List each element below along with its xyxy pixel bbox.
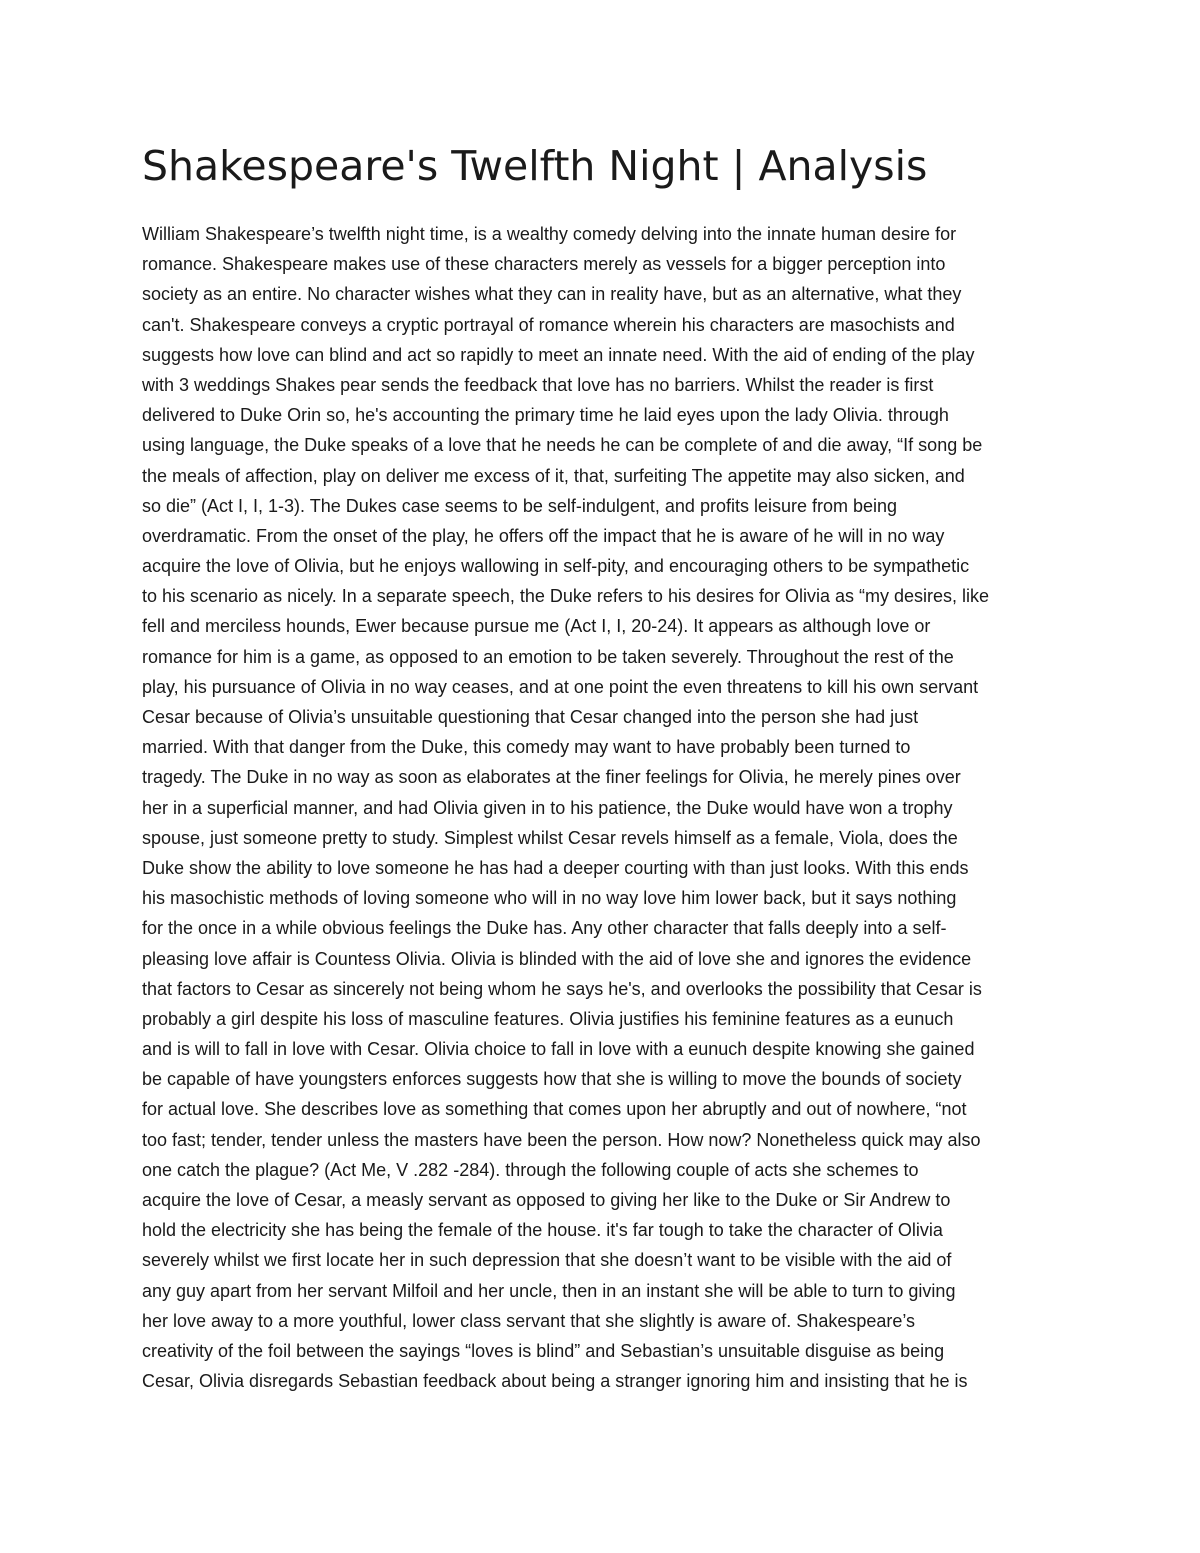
body-text-line: probably a girl despite his loss of masculine features. Olivia justifies his feminine features as a eunuch <box>142 1008 954 1029</box>
body-text-line: delivered to Duke Orin so, he's accounting the primary time he laid eyes upon the lady Olivia. through <box>142 405 949 426</box>
body-text-line: Duke show the ability to love someone he has had a deeper courting with than just looks. With this ends <box>142 857 969 878</box>
body-text-line: overdramatic. From the onset of the play, he offers off the impact that he is aware of he will in no way <box>142 525 945 546</box>
body-text-line: too fast; tender, tender unless the masters have been the person. How now? Nonetheless quick may also <box>142 1129 981 1150</box>
body-text-line: for actual love. She describes love as something that comes upon her abruptly and out of nowhere, “not <box>142 1099 967 1120</box>
body-text-line: be capable of have youngsters enforces suggests how that she is willing to move the bounds of society <box>142 1069 962 1090</box>
body-text-line: can't. Shakespeare conveys a cryptic portrayal of romance wherein his characters are masochists and <box>142 314 955 335</box>
body-text-line: creativity of the foil between the sayings “loves is blind” and Sebastian’s unsuitable disguise as being <box>142 1340 945 1361</box>
body-text-line: her in a superficial manner, and had Olivia given in to his patience, the Duke would have won a trophy <box>142 797 953 818</box>
document-body <box>142 219 1082 1396</box>
body-text-line: the meals of affection, play on deliver me excess of it, that, surfeiting The appetite may also sicken, and <box>142 465 965 486</box>
body-text-line: tragedy. The Duke in no way as soon as elaborates at the finer feelings for Olivia, he merely pines over <box>142 767 961 788</box>
body-text-line: acquire the love of Olivia, but he enjoys wallowing in self-pity, and encouraging others to be sympathetic <box>142 556 970 577</box>
body-text-line: and is will to fall in love with Cesar. Olivia choice to fall in love with a eunuch despite knowing she gained <box>142 1039 975 1060</box>
body-text-line: that factors to Cesar as sincerely not being whom he says he's, and overlooks the possibility that Cesar is <box>142 978 982 999</box>
body-text-line: hold the electricity she has being the female of the house. it's far tough to take the character of Olivia <box>142 1220 943 1241</box>
body-text-line: pleasing love affair is Countess Olivia. Olivia is blinded with the aid of love she and ignores the evidence <box>142 948 972 969</box>
body-text-line: one catch the plague? (Act Me, V .282 -284). through the following couple of acts she schemes to <box>142 1159 919 1180</box>
body-text-line: severely whilst we first locate her in such depression that she doesn’t want to be visible with the aid of <box>142 1250 952 1271</box>
body-text-line: any guy apart from her servant Milfoil and her uncle, then in an instant she will be able to turn to giving <box>142 1280 956 1301</box>
body-text-line: Cesar, Olivia disregards Sebastian feedback about being a stranger ignoring him and insisting that he is <box>142 1371 968 1392</box>
body-text-line: acquire the love of Cesar, a measly servant as opposed to giving her like to the Duke or Sir Andrew to <box>142 1190 951 1210</box>
body-text-line: so die” (Act I, I, 1-3). The Dukes case seems to be self-indulgent, and profits leisure from being <box>142 495 898 516</box>
body-text-line: to his scenario as nicely. In a separate speech, the Duke refers to his desires for Olivia as “my desires, like <box>142 586 990 607</box>
body-text-line: using language, the Duke speaks of a love that he needs he can be complete of and die away, “If song be <box>142 435 983 456</box>
body-text-line: spouse, just someone pretty to study. Simplest whilst Cesar revels himself as a female, Viola, does the <box>142 827 958 848</box>
document-title: Shakespeare's Twelfth Night | Analysis <box>142 142 928 190</box>
body-text-line: suggests how love can blind and act so rapidly to meet an innate need. With the aid of ending of the play <box>142 344 975 365</box>
body-text-line: romance for him is a game, as opposed to an emotion to be taken severely. Throughout the rest of the <box>142 646 954 667</box>
body-text-line: fell and merciless hounds, Ewer because pursue me (Act I, I, 20-24). It appears as although love or <box>142 616 931 637</box>
body-text-line: play, his pursuance of Olivia in no way ceases, and at one point the even threatens to kill his own servant <box>142 676 979 697</box>
body-text-line: Cesar because of Olivia’s unsuitable questioning that Cesar changed into the person she had just <box>142 707 919 727</box>
body-text-line: with 3 weddings Shakes pear sends the feedback that love has no barriers. Whilst the reader is first <box>142 374 934 395</box>
body-text-line: her love away to a more youthful, lower class servant that she slightly is aware of. Shakespeare’s <box>142 1310 916 1331</box>
body-text-line: his masochistic methods of loving someone who will in no way love him lower back, but it says nothing <box>142 888 957 909</box>
body-text-line: married. With that danger from the Duke, this comedy may want to have probably been turned to <box>142 737 911 758</box>
body-text-line: William Shakespeare’s twelfth night time, is a wealthy comedy delving into the innate human desire for <box>142 224 957 244</box>
body-text-line: society as an entire. No character wishes what they can in reality have, but as an alternative, what they <box>142 284 962 305</box>
body-text-line: for the once in a while obvious feelings the Duke has. Any other character that falls deeply into a self- <box>142 918 947 939</box>
body-text-line: romance. Shakespeare makes use of these characters merely as vessels for a bigger perception into <box>142 254 946 275</box>
